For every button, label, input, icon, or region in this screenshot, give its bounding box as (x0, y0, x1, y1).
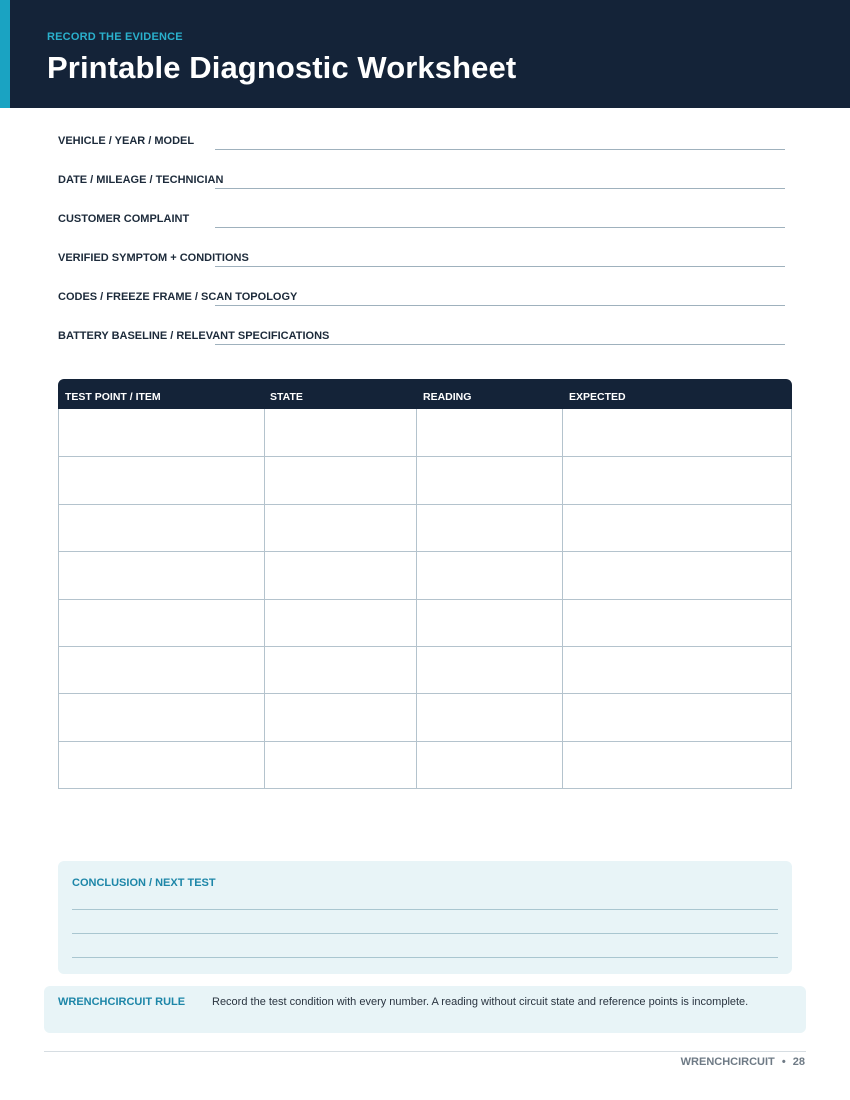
header-accent-bar (0, 0, 10, 108)
expected-cell[interactable] (562, 600, 791, 646)
reading-cell[interactable] (416, 647, 562, 693)
field-label: BATTERY BASELINE / RELEVANT SPECIFICATIONS (58, 330, 330, 342)
field-verified-symptom[interactable] (58, 252, 785, 274)
write-in-line (215, 227, 785, 228)
table-row (59, 599, 791, 646)
field-label: CUSTOMER COMPLAINT (58, 213, 190, 225)
rule-text: Record the test condition with every number. A reading without circuit state and reference points is incomplete. (212, 996, 749, 1008)
field-customer-complaint[interactable] (58, 213, 785, 235)
reading-cell[interactable] (416, 694, 562, 740)
table-row (59, 693, 791, 740)
write-in-line (215, 149, 785, 150)
test-point-cell[interactable] (59, 600, 264, 646)
conclusion-label: CONCLUSION / NEXT TEST (72, 877, 216, 889)
reading-cell[interactable] (416, 457, 562, 503)
test-point-cell[interactable] (59, 647, 264, 693)
state-cell[interactable] (264, 457, 416, 503)
field-label: CODES / FREEZE FRAME / SCAN TOPOLOGY (58, 291, 298, 303)
rule-label: WRENCHCIRCUIT RULE (58, 996, 186, 1008)
expected-cell[interactable] (562, 552, 791, 598)
page-title: Printable Diagnostic Worksheet (47, 50, 517, 85)
test-point-table (58, 379, 792, 789)
state-cell[interactable] (264, 409, 416, 456)
page-number: 28 (792, 1056, 805, 1068)
footer-separator: • (781, 1056, 786, 1068)
test-point-cell[interactable] (59, 457, 264, 503)
state-cell[interactable] (264, 552, 416, 598)
table-row (59, 456, 791, 503)
field-vehicle[interactable] (58, 135, 785, 157)
column-header-expected: EXPECTED (569, 391, 626, 403)
expected-cell[interactable] (562, 694, 791, 740)
column-header-reading: READING (423, 391, 472, 403)
state-cell[interactable] (264, 600, 416, 646)
footer-brand: WRENCHCIRCUIT (680, 1056, 775, 1068)
table-body (58, 409, 792, 789)
write-in-line (215, 266, 785, 267)
test-point-cell[interactable] (59, 552, 264, 598)
write-in-line (215, 188, 785, 189)
conclusion-box[interactable] (58, 861, 792, 974)
footer-divider (44, 1051, 806, 1052)
reading-cell[interactable] (416, 600, 562, 646)
column-header-test-point: TEST POINT / ITEM (65, 391, 161, 403)
table-row (59, 409, 791, 456)
write-in-line (72, 957, 778, 958)
table-row (59, 504, 791, 551)
table-row (59, 551, 791, 598)
section-eyebrow: RECORD THE EVIDENCE (47, 31, 183, 43)
test-point-cell[interactable] (59, 694, 264, 740)
table-header (58, 379, 792, 409)
field-codes-freeze-frame[interactable] (58, 291, 785, 313)
test-point-cell[interactable] (59, 409, 264, 456)
write-in-line (215, 305, 785, 306)
table-row (59, 741, 791, 788)
write-in-line (215, 344, 785, 345)
field-label: DATE / MILEAGE / TECHNICIAN (58, 174, 224, 186)
state-cell[interactable] (264, 505, 416, 551)
field-label: VERIFIED SYMPTOM + CONDITIONS (58, 252, 249, 264)
write-in-line (72, 933, 778, 934)
reading-cell[interactable] (416, 409, 562, 456)
expected-cell[interactable] (562, 647, 791, 693)
test-point-cell[interactable] (59, 505, 264, 551)
expected-cell[interactable] (562, 409, 791, 456)
column-header-state: STATE (270, 391, 303, 403)
state-cell[interactable] (264, 694, 416, 740)
reading-cell[interactable] (416, 742, 562, 788)
field-label: VEHICLE / YEAR / MODEL (58, 135, 195, 147)
test-point-cell[interactable] (59, 742, 264, 788)
expected-cell[interactable] (562, 505, 791, 551)
table-row (59, 646, 791, 693)
state-cell[interactable] (264, 742, 416, 788)
field-date-mileage-technician[interactable] (58, 174, 785, 196)
field-battery-baseline[interactable] (58, 330, 785, 352)
rule-callout (44, 986, 806, 1033)
expected-cell[interactable] (562, 742, 791, 788)
state-cell[interactable] (264, 647, 416, 693)
reading-cell[interactable] (416, 552, 562, 598)
expected-cell[interactable] (562, 457, 791, 503)
page-footer (681, 1056, 805, 1068)
page-header (0, 0, 850, 108)
reading-cell[interactable] (416, 505, 562, 551)
write-in-line (72, 909, 778, 910)
